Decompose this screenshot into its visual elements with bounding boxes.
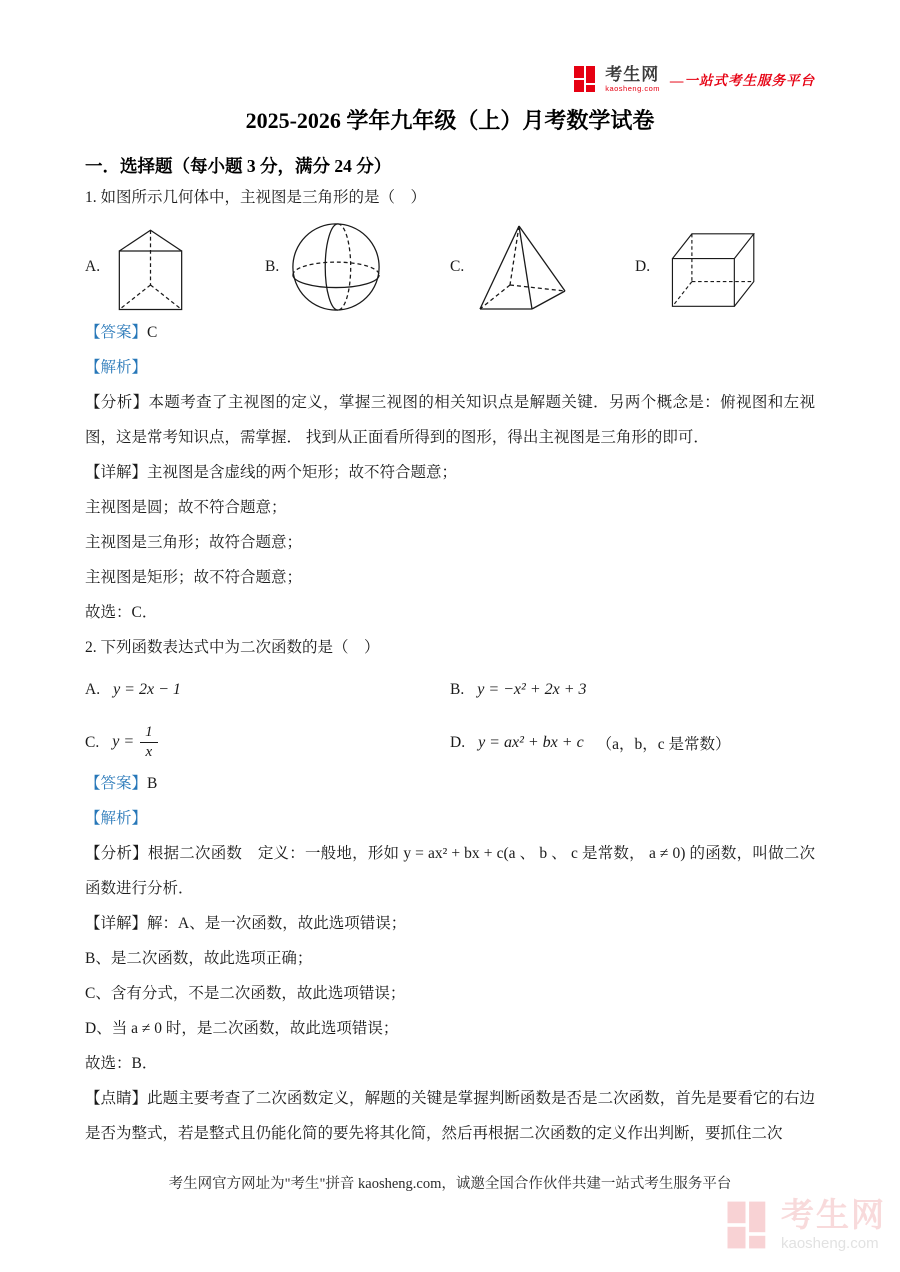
q2-xiangjie-4: D、当 a ≠ 0 时，是二次函数，故此选项错误； — [85, 1020, 399, 1037]
q2-fenxi: 【分析】根据二次函数 定义：一般地，形如 y = ax² + bx + c(a 、 b 、 c 是常数， a ≠ 0) 的函数，叫做二次函数进行分析． — [85, 845, 815, 897]
q1-option-a — [85, 219, 265, 315]
logo-domain: kaosheng.com — [605, 83, 660, 93]
q1-xiangjie-1: 【详解】主视图是含虚线的两个矩形；故不符合题意； — [85, 464, 458, 481]
logo-brand-name: 考生网 — [605, 64, 660, 84]
q2-option-a-formula: y = 2x − 1 — [113, 681, 181, 698]
q2-xiangjie-3: C、含有分式，不是二次函数，故此选项错误； — [85, 985, 406, 1002]
fraction — [140, 723, 158, 762]
q2-answer-value: B — [147, 775, 158, 792]
logo-tagline: —一站式考生服务平台 — [670, 73, 815, 88]
q2-option-b-label: B. — [450, 681, 465, 698]
q2-option-a — [85, 671, 450, 709]
answer-tag: 【答案】 — [85, 324, 148, 341]
kaosheng-logo[interactable] — [574, 64, 815, 94]
q2-option-d-suffix: （a，b，c 是常数） — [596, 735, 731, 753]
q2-option-b — [450, 671, 815, 709]
q1-xiangjie-4: 主视图是矩形；故不符合题意； — [85, 569, 303, 586]
q1-option-c — [450, 219, 635, 315]
q1-answer-value: C — [147, 324, 158, 341]
q2-option-d-label: D. — [450, 733, 466, 751]
q1-option-c-label: C. — [450, 258, 465, 275]
q2-stem: 2. 下列函数表达式中为二次函数的是（ ） — [85, 639, 380, 656]
footer-note: 考生网官方网址为"考生"拼音 kaosheng.com，诚邀全国合作伙伴共建一站式考生服务平台 — [168, 1176, 732, 1192]
watermark-domain: kaosheng.com — [781, 1234, 879, 1252]
page-title: 2025-2026 学年九年级（上）月考数学试卷 — [245, 108, 655, 133]
header — [85, 58, 815, 100]
jiexi-tag: 【解析】 — [85, 810, 148, 827]
kaosheng-logo-icon — [574, 64, 599, 94]
q1-option-d-label: D. — [635, 258, 651, 275]
kaosheng-watermark — [727, 1198, 886, 1252]
q1-answer-line — [85, 315, 815, 350]
q2-jiexi-line — [85, 801, 815, 836]
q2-option-d — [450, 723, 815, 762]
q1-xiangjie-3: 主视图是三角形；故符合题意； — [85, 534, 303, 551]
q1-stem: 1. 如图所示几何体中，主视图是三角形的是（ ） — [85, 189, 427, 206]
q2-option-c-label: C. — [85, 733, 100, 751]
q2-xiangjie-2: B、是二次函数，故此选项正确； — [85, 950, 313, 967]
sphere-figure — [287, 219, 385, 315]
q2-option-c-prefix: y = — [112, 733, 135, 751]
q2-option-d-formula: y = ax² + bx + c — [478, 733, 584, 751]
cuboid-figure — [658, 225, 770, 309]
q1-option-d — [635, 219, 815, 315]
fraction-denominator: x — [145, 744, 153, 760]
q2-conclusion: 故选：B． — [85, 1055, 158, 1072]
watermark-brand-name: 考生网 — [781, 1197, 886, 1234]
q1-option-a-label: A. — [85, 258, 101, 275]
kaosheng-watermark-icon — [727, 1198, 773, 1252]
logo-text — [605, 66, 660, 93]
q1-figure-options — [85, 219, 815, 315]
q1-jiexi-line — [85, 350, 815, 385]
jiexi-tag: 【解析】 — [85, 359, 148, 376]
q2-answer-line — [85, 766, 815, 801]
pyramid-figure — [472, 221, 572, 314]
answer-tag: 【答案】 — [85, 775, 148, 792]
q1-option-b — [265, 219, 450, 315]
q2-options — [85, 671, 815, 762]
q2-option-b-formula: y = −x² + 2x + 3 — [477, 681, 587, 698]
q2-xiangjie-1: 【详解】解：A、是一次函数，故此选项错误； — [85, 915, 407, 932]
q1-fenxi: 【分析】本题考查了主视图的定义，掌握三视图的相关知识点是解题关键．另两个概念是：俯视图和左视图，这是常考知识点，需掌握． 找到从正面看所得到的图形，得出主视图是三角形的即可． — [85, 394, 815, 446]
q2-option-c — [85, 723, 450, 762]
q1-xiangjie-2: 主视图是圆；故不符合题意； — [85, 499, 287, 516]
watermark-text — [781, 1197, 886, 1252]
q1-option-b-label: B. — [265, 258, 280, 275]
q2-dianjing: 【点睛】此题主要考查了二次函数定义，解题的关键是掌握判断函数是否是二次函数，首先是要看它的右边是否为整式，若是整式且仍能化简的要先将其化简，然后再根据二次函数的定义作出判断，要抓住二次 — [85, 1090, 815, 1142]
q2-option-c-formula — [112, 723, 157, 762]
triangular-prism-figure — [108, 220, 193, 315]
fraction-numerator: 1 — [140, 723, 158, 743]
q2-option-a-label: A. — [85, 681, 101, 698]
section-heading: 一．选择题（每小题 3 分，满分 24 分） — [85, 156, 392, 176]
q1-conclusion: 故选：C． — [85, 604, 158, 621]
